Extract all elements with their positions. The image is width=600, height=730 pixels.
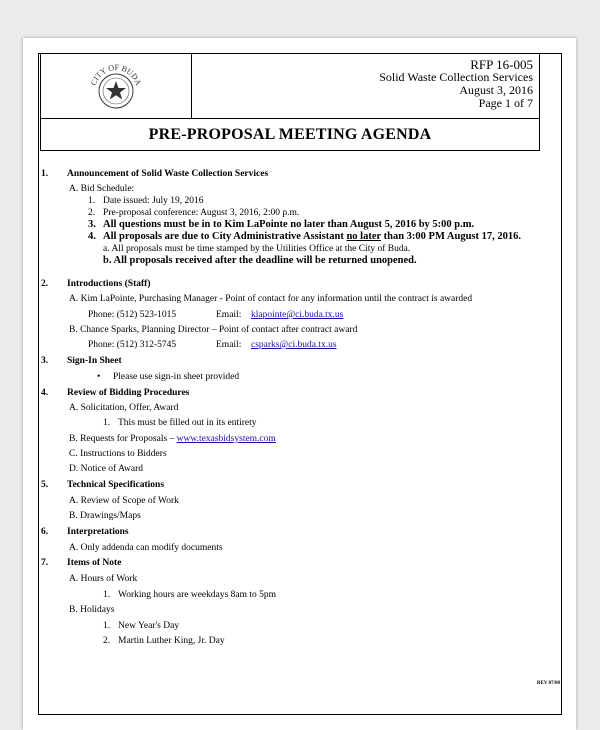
header-box (40, 53, 540, 119)
sub-item-a: a. All proposals must be time stamped by the Utilities Office at the City of Buda. (103, 244, 411, 254)
section-5-item-b: B. Drawings/Maps (69, 511, 141, 521)
city-seal-cell (41, 54, 192, 118)
section-3-number: 3. (41, 356, 49, 366)
rfp-number: RFP 16-005 (470, 57, 533, 72)
underlined-text: no later (346, 231, 381, 242)
section-7-item-b: B. Holidays (69, 605, 115, 615)
city-of-buda-seal-icon (81, 57, 151, 115)
list-item: Martin Luther King, Jr. Day (118, 636, 225, 646)
section-1-number: 1. (41, 169, 49, 179)
list-item: Working hours are weekdays 8am to 5pm (118, 590, 277, 600)
section-4-item-c: C. Instructions to Bidders (69, 449, 167, 459)
section-5-number: 5. (41, 480, 49, 490)
sub-item-b: b. All proposals received after the deadline will be returned unopened. (103, 255, 417, 266)
section-4-item-d: D. Notice of Award (69, 464, 144, 474)
list-number: 1. (103, 590, 111, 600)
section-4-item-b (69, 433, 276, 445)
list-number: 1. (103, 418, 111, 428)
email-link[interactable]: csparks@ci.buda.tx.us (251, 340, 337, 350)
page-title: PRE-PROPOSAL MEETING AGENDA (40, 119, 540, 151)
email-label: Email: (216, 340, 242, 350)
section-4-item-a: A. Solicitation, Offer, Award (69, 403, 179, 413)
section-4-heading: Review of Bidding Procedures (67, 388, 190, 398)
document-page (23, 38, 576, 730)
list-number: 4. (88, 231, 96, 242)
list-number: 3. (88, 219, 96, 230)
service-name: Solid Waste Collection Services (379, 70, 533, 84)
email-link[interactable]: klapointe@ci.buda.tx.us (251, 310, 344, 320)
rfp-info (192, 54, 539, 118)
section-7-item-a: A. Hours of Work (69, 574, 138, 584)
bullet-item: Please use sign-in sheet provided (113, 372, 240, 382)
agenda-date: August 3, 2016 (459, 83, 533, 97)
section-2-item-b: B. Chance Sparks, Planning Director – Point of contact after contract award (69, 325, 358, 335)
section-2-item-a: A. Kim LaPointe, Purchasing Manager - Point of contact for any information until the contract is awarded (69, 294, 473, 304)
section-5-heading: Technical Specifications (67, 480, 165, 490)
rfp-website-link[interactable]: www.texasbidsystem.com (176, 434, 276, 444)
section-6-heading: Interpretations (67, 527, 129, 537)
list-item: Pre-proposal conference: August 3, 2016, 2:00 p.m. (103, 208, 300, 218)
section-6-number: 6. (41, 527, 49, 537)
section-1-heading: Announcement of Solid Waste Collection Services (67, 169, 269, 179)
email-label: Email: (216, 310, 242, 320)
phone-text: Phone: (512) 523-1015 (88, 310, 177, 320)
phone-text: Phone: (512) 312-5745 (88, 340, 177, 350)
section-4-number: 4. (41, 388, 49, 398)
text-part: All proposals are due to City Administrative Assistant (103, 231, 347, 242)
section-2-heading: Introductions (Staff) (67, 279, 151, 289)
page-number: Page 1 of 7 (478, 96, 533, 110)
list-item: All questions must be in to Kim LaPointe no later than August 5, 2016 by 5:00 p.m. (103, 219, 475, 230)
section-7-heading: Items of Note (67, 558, 122, 568)
svg-text:CITY OF BUDA: CITY OF BUDA (88, 62, 144, 87)
section-6-item-a: A. Only addenda can modify documents (69, 543, 223, 553)
list-number: 1. (88, 196, 96, 206)
list-item: Date issued: July 19, 2016 (103, 196, 204, 206)
list-number: 2. (103, 636, 111, 646)
section-1-item-a: A. Bid Schedule: (69, 184, 135, 194)
revision-code: REV 07/08 (536, 681, 560, 686)
list-item: New Year's Day (118, 621, 180, 631)
section-3-heading: Sign-In Sheet (67, 356, 122, 366)
text-part: than 3:00 PM August 17, 2016. (380, 231, 521, 242)
bullet-icon: • (97, 372, 101, 382)
section-7-number: 7. (41, 558, 49, 568)
list-item: This must be filled out in its entirety (118, 418, 257, 428)
list-item (103, 231, 521, 243)
list-number: 2. (88, 208, 96, 218)
text-part: B. Requests for Proposals – (69, 434, 175, 444)
section-5-item-a: A. Review of Scope of Work (69, 496, 179, 506)
list-number: 1. (103, 621, 111, 631)
section-2-number: 2. (41, 279, 49, 289)
page-border (38, 53, 562, 715)
